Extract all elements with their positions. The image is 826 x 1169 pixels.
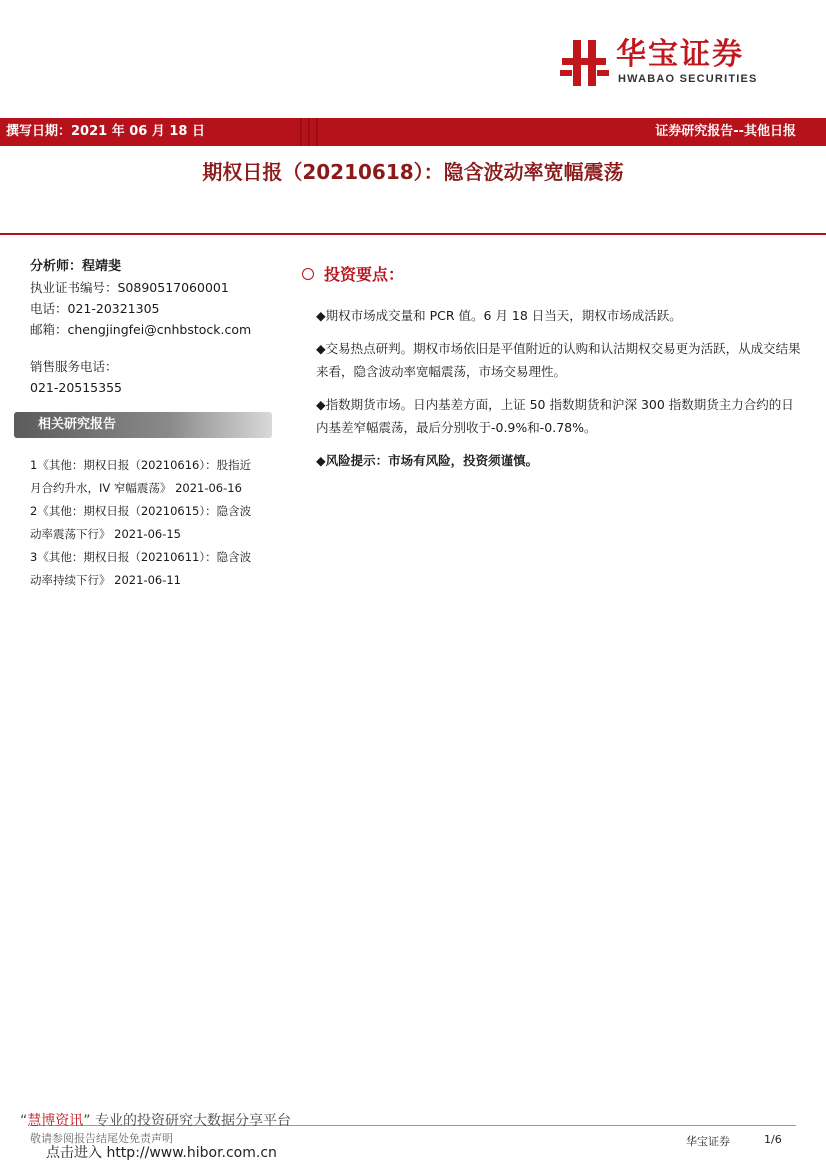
logo-chinese-name: 华宝证券 bbox=[616, 37, 744, 72]
analyst-info bbox=[30, 256, 280, 398]
related-reports-header bbox=[14, 412, 272, 438]
key-points-body bbox=[316, 304, 802, 482]
watermark-link[interactable]: 点击进入 http://www.hibor.com.cn bbox=[46, 1145, 277, 1161]
related-report-item[interactable]: 3《其他：期权日报（20210611）：隐含波 动率持续下行》 2021-06-11 bbox=[30, 550, 252, 587]
sales-label: 销售服务电话： bbox=[30, 359, 118, 374]
related-reports-list bbox=[30, 454, 270, 592]
key-points-header: 投资要点： bbox=[302, 262, 404, 285]
title-divider bbox=[0, 233, 826, 235]
analyst-name: 分析师：程靖斐 bbox=[30, 259, 122, 274]
page-title: 期权日报（20210618）：隐含波动率宽幅震荡 bbox=[202, 160, 624, 184]
sales-phone: 021-20515355 bbox=[30, 380, 122, 395]
analyst-phone: 电话：021-20321305 bbox=[30, 301, 160, 316]
related-report-item[interactable]: 1《其他：期权日报（20210616）：股指近 月合约升水，IV 窄幅震荡》 2021-06-16 bbox=[30, 458, 252, 495]
disclaimer-note: 敬请参阅报告结尾处免责声明 bbox=[30, 1132, 173, 1145]
report-category: 证券研究报告--其他日报 bbox=[655, 124, 796, 139]
page-number: 1/6 bbox=[764, 1133, 782, 1146]
risk-warning: ◆风险提示：市场有风险，投资须谨慎。 bbox=[316, 453, 539, 468]
footer-company: 华宝证券 bbox=[686, 1135, 730, 1148]
key-point-item: ◆交易热点研判。期权市场依旧是平值附近的认购和认沽期权交易更为活跃，从成交结果来看，隐含波动率宽幅震荡，市场交易理性。 bbox=[316, 341, 801, 379]
watermark-brand: 慧博资讯 bbox=[27, 1113, 84, 1129]
hwabao-logo-icon bbox=[556, 36, 612, 90]
watermark-line: “慧博资讯” 专业的投资研究大数据分享平台 bbox=[20, 1113, 291, 1129]
key-point-item: ◆期权市场成交量和 PCR 值。6 月 18 日当天，期权市场成活跃。 bbox=[316, 308, 682, 323]
key-point-item: ◆指数期货市场。日内基差方面，上证 50 指数期货和沪深 300 指数期货主力合约的日内基差窄幅震荡，最后分别收于-0.9%和-0.78%。 bbox=[316, 397, 794, 435]
analyst-license: 执业证书编号：S0890517060001 bbox=[30, 280, 229, 295]
related-reports-title: 相关研究报告 bbox=[38, 417, 117, 432]
analyst-email[interactable]: 邮箱：chengjingfei@cnhbstock.com bbox=[30, 322, 252, 337]
report-date: 撰写日期：2021 年 06 月 18 日 bbox=[6, 124, 205, 139]
company-logo bbox=[556, 36, 796, 96]
header-bar bbox=[0, 118, 826, 146]
related-report-item[interactable]: 2《其他：期权日报（20210615）：隐含波 动率震荡下行》 2021-06-15 bbox=[30, 504, 252, 541]
logo-english-name: HWABAO SECURITIES bbox=[618, 73, 758, 85]
bullet-circle-icon bbox=[302, 268, 314, 280]
